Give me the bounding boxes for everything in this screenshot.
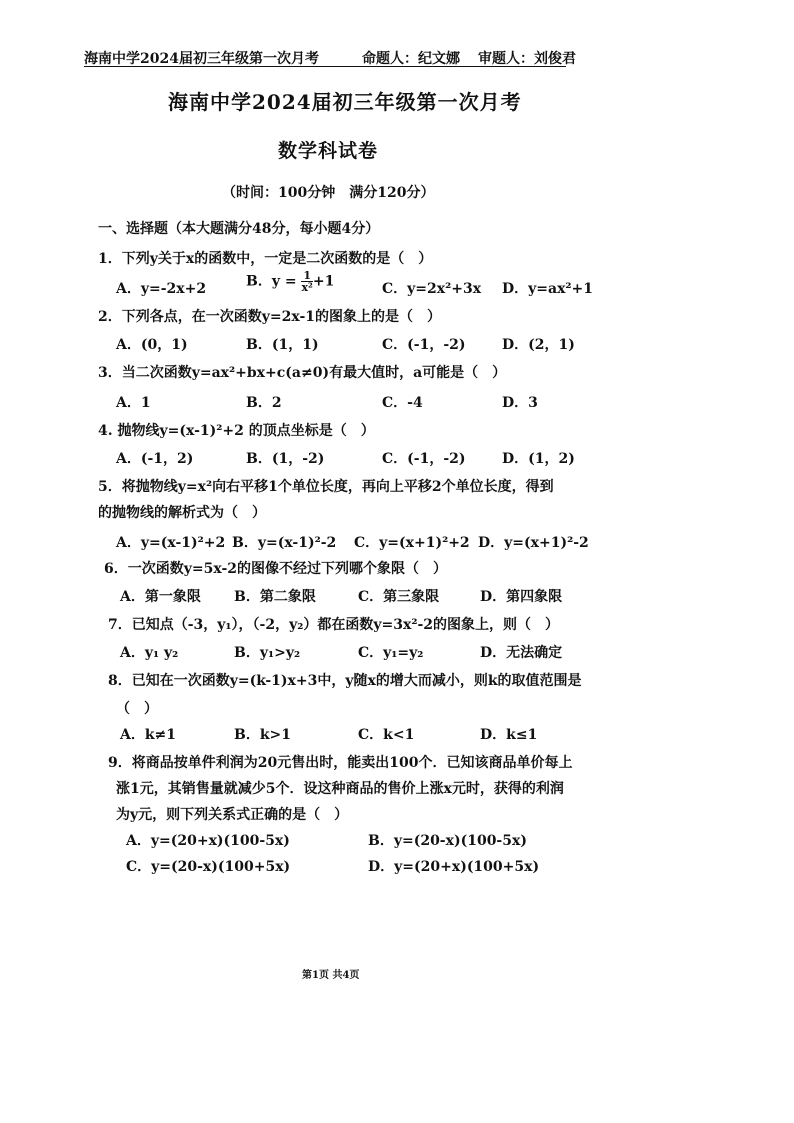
header-rule — [84, 66, 566, 67]
exam-subtitle: 数学科试卷 — [278, 140, 379, 162]
question-8-stem-line-1: 8．已知在一次函数y=(k-1)x+3中，y随x的增大而减小，则k的取值范围是 — [108, 673, 582, 689]
option-b-prefix: y = — [271, 273, 302, 290]
question-9-stem-line-3: 为y元，则下列关系式正确的是（ ） — [116, 807, 349, 823]
question-7-option-a: A．y₁ y₂ — [120, 645, 179, 661]
header-exam-name: 海南中学2024届初三年级第一次月考 — [84, 51, 319, 67]
question-8-option-b: B．k>1 — [234, 727, 292, 743]
question-4-option-b: B．(1，-2) — [246, 451, 325, 467]
question-1-option-c: C．y=2x²+3x — [382, 281, 482, 297]
question-8-stem-line-2: （ ） — [116, 701, 158, 717]
question-1-option-b — [246, 270, 334, 293]
question-3-option-c: C．-4 — [382, 395, 423, 411]
exam-title: 海南中学2024届初三年级第一次月考 — [168, 90, 522, 114]
question-5-option-d: D．y=(x+1)²-2 — [478, 535, 589, 551]
question-3-option-b: B．2 — [246, 395, 282, 411]
question-5-stem-line-1: 5．将抛物线y=x²向右平移1个单位长度，再向上平移2个单位长度，得到 — [98, 479, 554, 495]
fraction-denominator: x² — [301, 281, 313, 294]
question-6-option-b: B．第二象限 — [234, 589, 316, 605]
question-4-option-c: C．(-1，-2) — [382, 451, 466, 467]
question-7-option-b: B．y₁>y₂ — [234, 645, 301, 661]
question-2-option-c: C．(-1，-2) — [382, 337, 466, 353]
header-setter: 命题人：纪文娜 — [362, 51, 460, 67]
question-4-stem: 4. 抛物线y=(x-1)²+2 的顶点坐标是（ ） — [98, 423, 375, 439]
question-6-option-c: C．第三象限 — [358, 589, 440, 605]
question-6-stem: 6．一次函数y=5x-2的图像不经过下列哪个象限（ ） — [104, 561, 447, 577]
fraction — [301, 270, 312, 293]
question-2-option-d: D．(2，1) — [502, 337, 575, 353]
option-b-suffix: +1 — [312, 273, 335, 290]
question-1-option-d: D．y=ax²+1 — [502, 281, 594, 297]
question-9-option-b: B．y=(20-x)(100-5x) — [368, 833, 527, 849]
question-6-option-d: D．第四象限 — [480, 589, 563, 605]
question-7-stem: 7．已知点（-3，y₁），（-2，y₂）都在函数y=3x²-2的图象上，则（ ） — [108, 617, 560, 633]
question-2-stem: 2．下列各点，在一次函数y=2x-1的图象上的是（ ） — [98, 309, 441, 325]
exam-meta: （时间：100分钟 满分120分） — [222, 185, 435, 201]
question-9-option-c: C．y=(20-x)(100+5x) — [126, 859, 291, 875]
question-5-option-c: C．y=(x+1)²+2 — [354, 535, 470, 551]
question-5-stem-line-2: 的抛物线的解析式为（ ） — [98, 505, 266, 521]
question-7-option-c: C．y₁=y₂ — [358, 645, 424, 661]
question-5-option-b: B．y=(x-1)²-2 — [232, 535, 337, 551]
question-8-option-c: C．k<1 — [358, 727, 415, 743]
question-2-option-a: A．(0，1) — [116, 337, 188, 353]
question-9-stem-line-2: 涨1元，其销售量就减少5个．设这种商品的售价上涨x元时，获得的利润 — [116, 781, 564, 797]
question-1-option-a: A．y=-2x+2 — [116, 281, 207, 297]
question-6-option-a: A．第一象限 — [120, 589, 201, 605]
header-reviewer: 审题人：刘俊君 — [478, 51, 576, 67]
question-2-option-b: B．(1，1) — [246, 337, 319, 353]
question-1-stem: 1．下列y关于x的函数中，一定是二次函数的是（ ） — [98, 251, 433, 267]
section-title: 一、选择题（本大题满分48分，每小题4分） — [98, 221, 380, 237]
question-7-option-d: D．无法确定 — [480, 645, 563, 661]
question-3-option-d: D．3 — [502, 395, 538, 411]
question-8-option-d: D．k≤1 — [480, 727, 538, 743]
question-8-option-a: A．k≠1 — [120, 727, 177, 743]
question-9-option-d: D．y=(20+x)(100+5x) — [368, 859, 540, 875]
question-9-stem-line-1: 9．将商品按单件利润为20元售出时，能卖出100个．已知该商品单价每上 — [108, 755, 573, 771]
page-number: 第1页 共4页 — [302, 970, 360, 981]
question-3-stem: 3．当二次函数y=ax²+bx+c(a≠0)有最大值时，a可能是（ ） — [98, 365, 507, 381]
question-4-option-a: A．(-1，2) — [116, 451, 194, 467]
option-label: B． — [246, 273, 272, 290]
question-5-option-a: A．y=(x-1)²+2 — [116, 535, 226, 551]
question-4-option-d: D．(1，2) — [502, 451, 575, 467]
fraction-numerator: 1 — [303, 269, 311, 282]
question-3-option-a: A．1 — [116, 395, 151, 411]
question-9-option-a: A．y=(20+x)(100-5x) — [126, 833, 290, 849]
